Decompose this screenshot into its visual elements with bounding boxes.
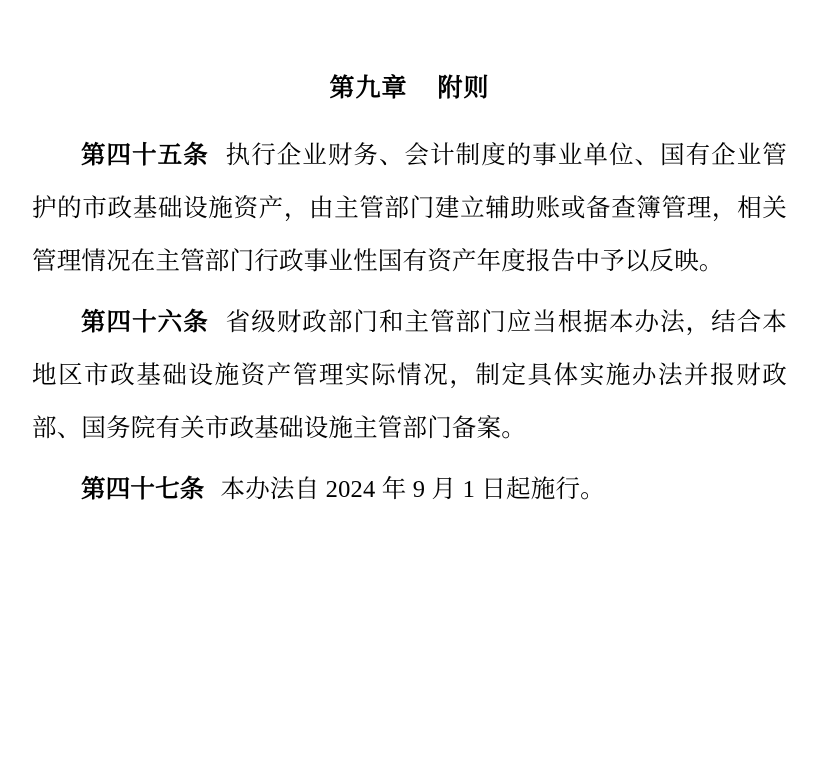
article-label-46: 第四十六条 [81,309,209,336]
article-label-45: 第四十五条 [81,142,209,169]
article-paragraph-45 [32,129,787,288]
article-body-46: 省级财政部门和主管部门应当根据本办法，结合本地区市政基础设施资产管理实际情况，制定具体实施办法并报财政部、国务院有关市政基础设施主管部门备案。 [32,309,787,442]
article-label-47: 第四十七条 [81,476,205,503]
chapter-heading [32,74,787,104]
chapter-number: 第九章 [329,75,408,102]
article-paragraph-47 [32,463,787,516]
article-paragraph-46 [32,296,787,455]
article-body-45: 执行企业财务、会计制度的事业单位、国有企业管护的市政基础设施资产，由主管部门建立辅助账或备查簿管理，相关管理情况在主管部门行政事业性国有资产年度报告中予以反映。 [32,142,787,275]
chapter-title: 附则 [437,75,490,102]
article-body-47: 本办法自 2024 年 9 月 1 日起施行。 [220,476,605,503]
document-page [0,74,819,760]
